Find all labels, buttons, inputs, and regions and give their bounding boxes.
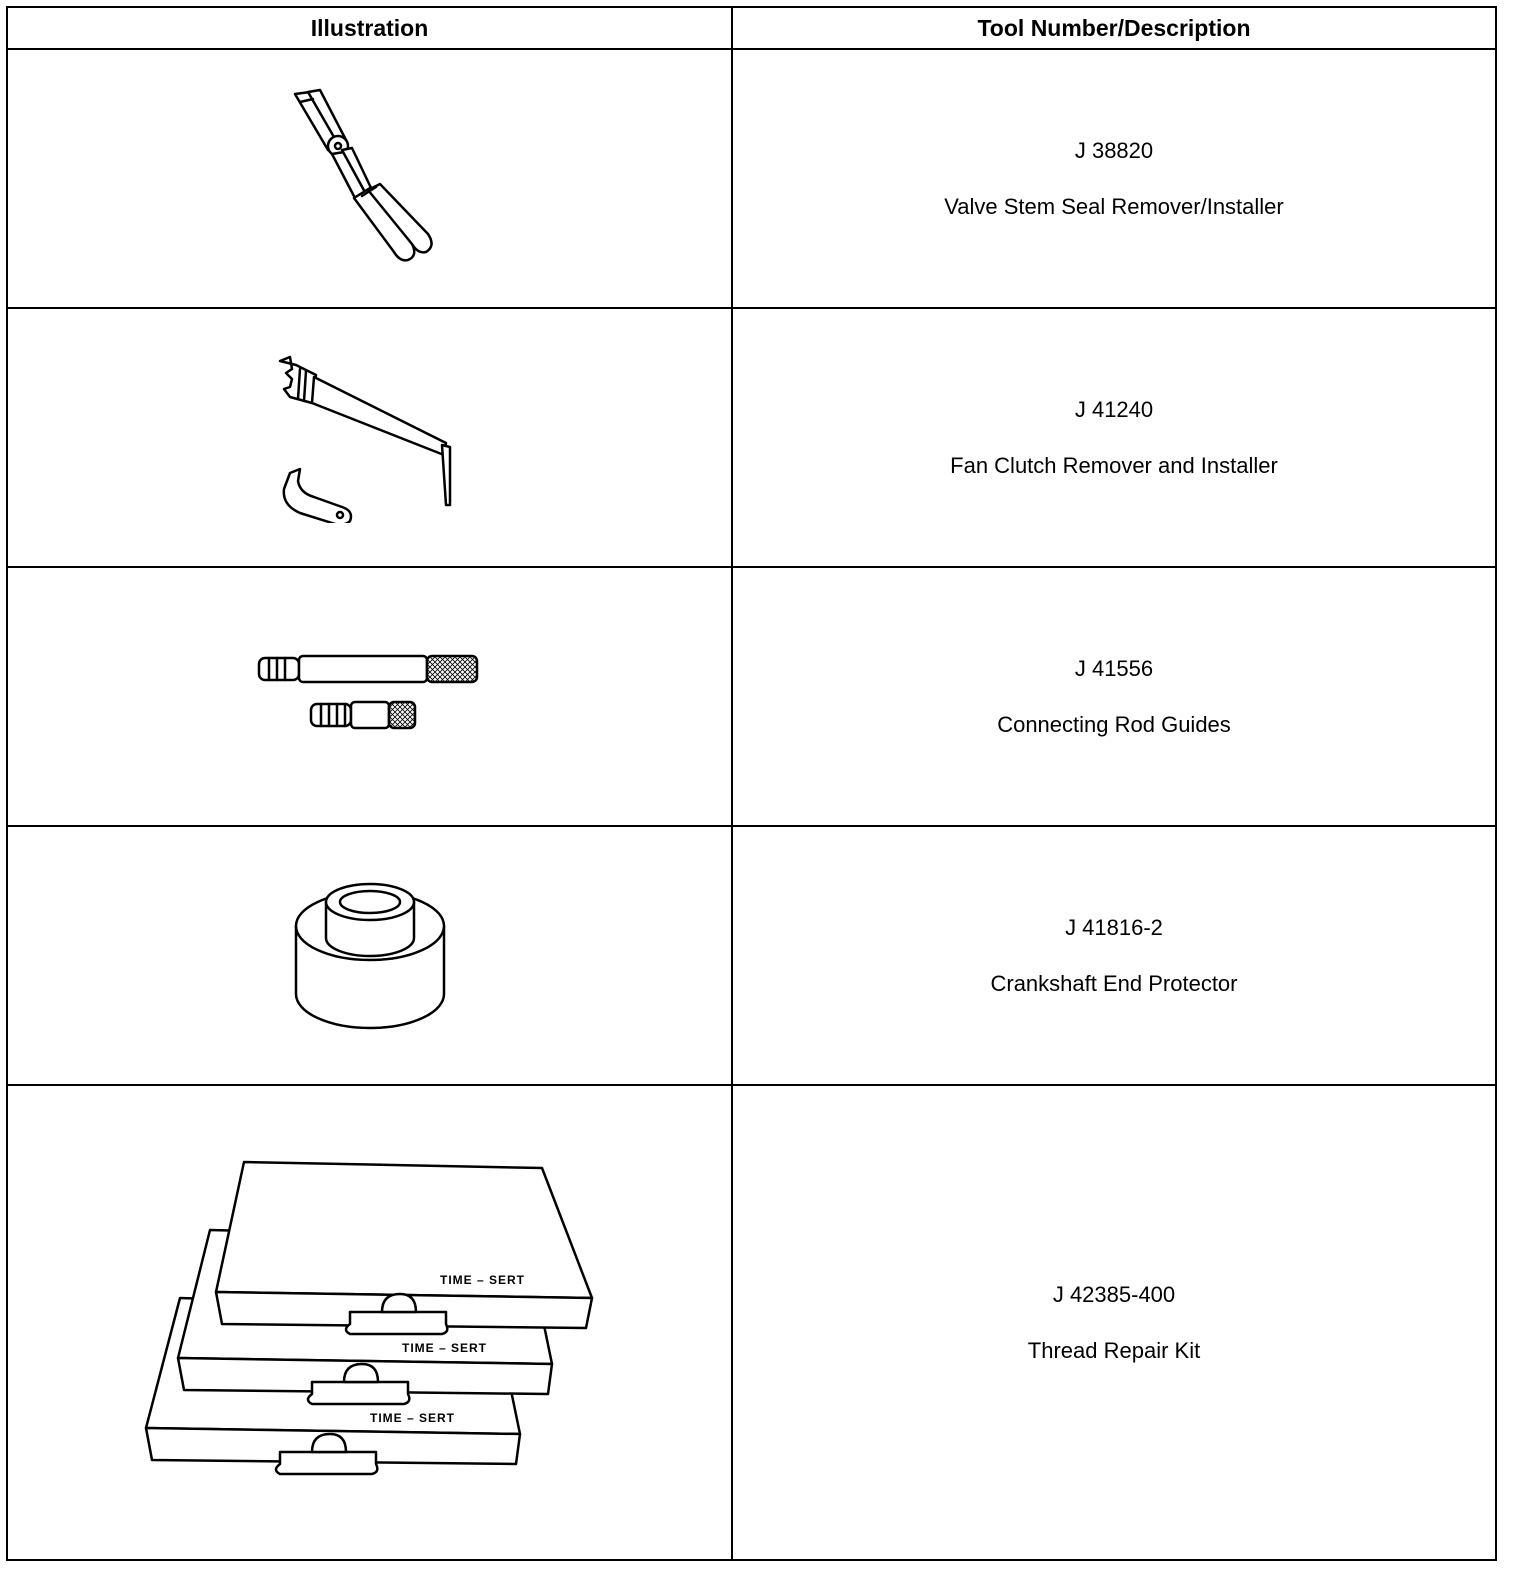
- kit-case-label: TIME – SERT: [369, 1410, 455, 1425]
- table-header-row: [7, 7, 1496, 49]
- tool-description-cell: [732, 567, 1496, 826]
- table-row: [7, 1085, 1496, 1560]
- valve-stem-seal-pliers-icon: [280, 84, 460, 274]
- table-row: [7, 308, 1496, 567]
- crankshaft-protector-icon: [290, 876, 450, 1036]
- tool-description-cell: [732, 49, 1496, 308]
- kit-case-top: [216, 1162, 592, 1334]
- illustration-cell: [7, 567, 732, 826]
- illustration-cell: [7, 1085, 732, 1560]
- tool-number: J 42385-400: [1052, 1281, 1176, 1307]
- tool-number: J 41816-2: [1065, 914, 1163, 940]
- connecting-rod-guides-icon: [255, 652, 485, 742]
- fan-clutch-wrench-icon: [270, 353, 470, 523]
- tool-description: Crankshaft End Protector: [990, 970, 1238, 996]
- illustration-cell: [7, 308, 732, 567]
- illustration-cell: [7, 826, 732, 1085]
- thread-repair-kit-icon: [140, 1158, 600, 1488]
- special-tools-table: [6, 6, 1497, 1561]
- tool-number: J 41556: [1074, 655, 1154, 681]
- tool-description-cell: [732, 826, 1496, 1085]
- kit-case-label: TIME – SERT: [401, 1340, 487, 1355]
- tool-description: Valve Stem Seal Remover/Installer: [944, 193, 1284, 219]
- illustration-cell: [7, 49, 732, 308]
- tool-description-cell: [732, 1085, 1496, 1560]
- header-illustration: Illustration: [7, 7, 732, 49]
- table-row: [7, 826, 1496, 1085]
- tool-description-cell: [732, 308, 1496, 567]
- table-row: [7, 567, 1496, 826]
- tool-description: Fan Clutch Remover and Installer: [950, 452, 1278, 478]
- table-row: [7, 49, 1496, 308]
- tool-description: Connecting Rod Guides: [997, 711, 1231, 737]
- header-tool-number-description: Tool Number/Description: [732, 7, 1496, 49]
- tool-number: J 41240: [1074, 396, 1154, 422]
- tool-description: Thread Repair Kit: [1027, 1337, 1201, 1363]
- tool-number: J 38820: [1074, 137, 1154, 163]
- kit-case-label: TIME – SERT: [439, 1272, 525, 1287]
